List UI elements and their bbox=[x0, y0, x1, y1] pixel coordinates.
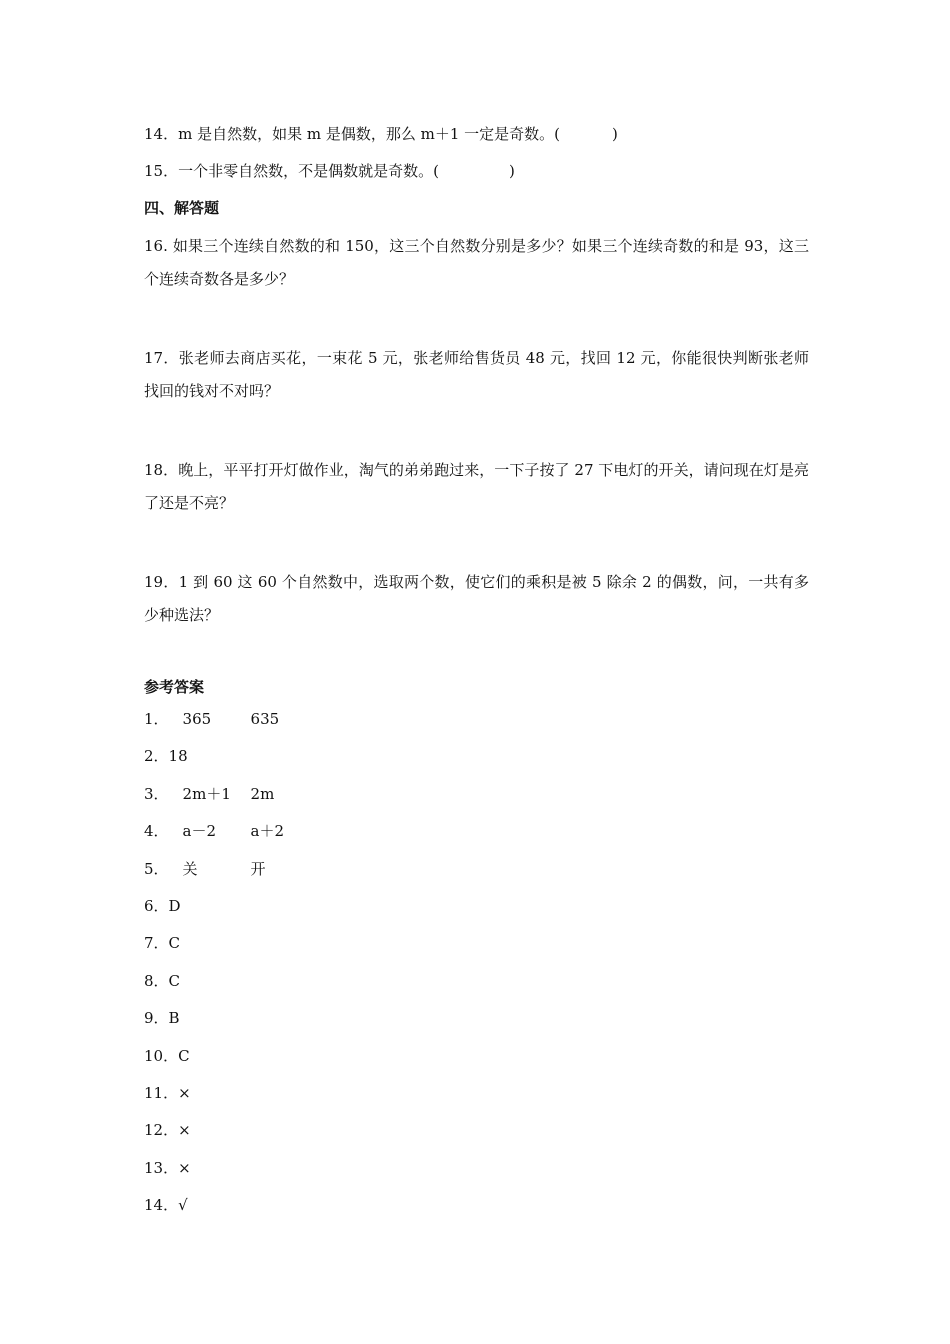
judge-question-text: 15．一个非零自然数，不是偶数就是奇数。( bbox=[144, 162, 439, 180]
answer-value: 18 bbox=[168, 747, 188, 765]
judge-question-14 bbox=[144, 124, 618, 144]
answer-value: a－2 bbox=[182, 822, 217, 840]
answer-value-2: 2m bbox=[250, 785, 275, 803]
answer-value-2: a＋2 bbox=[250, 822, 285, 840]
answer-value: 关 bbox=[182, 860, 198, 878]
answer-number: 14． bbox=[144, 1196, 179, 1214]
answer-value: C bbox=[178, 1047, 190, 1065]
answer-value-2: 635 bbox=[250, 710, 280, 728]
answer-value: C bbox=[168, 972, 181, 990]
answer-item bbox=[144, 784, 274, 804]
answer-value-2: 开 bbox=[250, 860, 266, 878]
judge-question-close: ) bbox=[508, 162, 515, 180]
answer-number: 9． bbox=[144, 1009, 169, 1027]
answer-number: 11． bbox=[144, 1084, 179, 1102]
answer-value: × bbox=[178, 1159, 191, 1177]
answer-item bbox=[144, 709, 279, 729]
section-heading-4: 四、解答题 bbox=[144, 199, 220, 217]
answer-number: 13． bbox=[144, 1159, 179, 1177]
answer-item bbox=[144, 1120, 191, 1140]
answer-number: 12． bbox=[144, 1121, 179, 1139]
answer-number: 4． bbox=[144, 822, 169, 840]
problem-17: 17．张老师去商店买花，一束花 5 元，张老师给售货员 48 元，找回 12 元，你能很快判断张老师找回的钱对不对吗？ bbox=[144, 349, 809, 400]
answer-number: 6． bbox=[144, 897, 169, 915]
answer-item bbox=[144, 1158, 191, 1178]
answer-value: × bbox=[178, 1084, 191, 1102]
answer-value: 365 bbox=[182, 710, 212, 728]
answer-item bbox=[144, 821, 284, 841]
answer-item bbox=[144, 1083, 191, 1103]
answer-item bbox=[144, 1008, 180, 1028]
judge-question-close: ) bbox=[612, 125, 618, 143]
judge-question-text: 14．m 是自然数，如果 m 是偶数，那么 m＋1 一定是奇数。( bbox=[144, 125, 560, 143]
answer-item bbox=[144, 859, 266, 879]
answer-number: 1． bbox=[144, 710, 169, 728]
answer-value: D bbox=[168, 897, 181, 915]
answer-value: B bbox=[168, 1009, 180, 1027]
answer-item bbox=[144, 971, 180, 991]
answer-number: 2． bbox=[144, 747, 169, 765]
answers-heading: 参考答案 bbox=[144, 678, 205, 696]
answer-value: × bbox=[178, 1121, 191, 1139]
answer-item bbox=[144, 1046, 190, 1066]
answer-number: 10． bbox=[144, 1047, 179, 1065]
answer-item bbox=[144, 933, 180, 953]
problem-19: 19．1 到 60 这 60 个自然数中，选取两个数，使它们的乘积是被 5 除余 2 的偶数，问，一共有多少种选法？ bbox=[144, 573, 809, 624]
answer-item bbox=[144, 1195, 188, 1215]
answer-item bbox=[144, 746, 188, 766]
answer-value: C bbox=[168, 934, 181, 952]
answer-number: 5． bbox=[144, 860, 169, 878]
problem-18: 18．晚上，平平打开灯做作业，淘气的弟弟跑过来，一下子按了 27 下电灯的开关，请问现在灯是亮了还是不亮？ bbox=[144, 461, 809, 512]
answer-value: 2m＋1 bbox=[182, 785, 231, 803]
answer-number: 8． bbox=[144, 972, 169, 990]
judge-question-15 bbox=[144, 161, 515, 181]
answer-value: √ bbox=[178, 1196, 188, 1214]
answer-number: 7． bbox=[144, 934, 169, 952]
answer-number: 3． bbox=[144, 785, 169, 803]
answer-item bbox=[144, 896, 181, 916]
problem-16: 16. 如果三个连续自然数的和 150，这三个自然数分别是多少？如果三个连续奇数的和是 93，这三个连续奇数各是多少？ bbox=[144, 237, 809, 288]
